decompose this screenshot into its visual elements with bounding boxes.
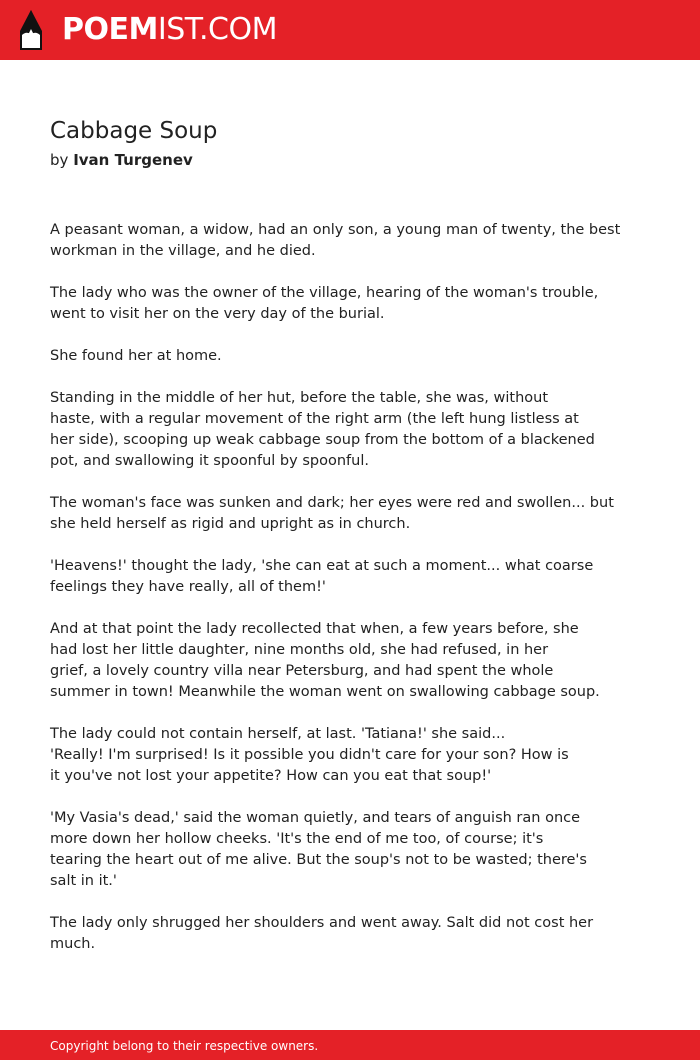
pencil-icon[interactable] <box>17 9 45 51</box>
poem-stanza <box>50 808 610 892</box>
poem-line: The lady who was the owner of the village, hearing of the woman's trouble, <box>50 285 599 301</box>
poem-line: had lost her little daughter, nine months old, she had refused, in her <box>50 642 549 658</box>
site-header <box>0 0 700 60</box>
poem-stanza <box>50 913 610 955</box>
poem-line: pot, and swallowing it spoonful by spoonful. <box>50 453 369 469</box>
poem-line: 'My Vasia's dead,' said the woman quietly, and tears of anguish ran once <box>50 810 581 826</box>
logo-text-bold: POEM <box>62 12 158 47</box>
poem-byline <box>50 150 610 170</box>
poem-author[interactable]: Ivan Turgenev <box>73 151 193 169</box>
poem-line: workman in the village, and he died. <box>50 243 316 259</box>
poem-line: more down her hollow cheeks. 'It's the end of me too, of course; it's <box>50 831 544 847</box>
poem-stanza <box>50 220 621 262</box>
poem-line: much. <box>50 936 96 952</box>
poem-line: The lady only shrugged her shoulders and went away. Salt did not cost her <box>50 915 594 931</box>
poem-line: 'Really! I'm surprised! Is it possible you didn't care for your son? How is <box>50 747 569 763</box>
poem-line: A peasant woman, a widow, had an only son, a young man of twenty, the best <box>50 222 621 238</box>
poem-stanza <box>50 619 610 703</box>
poem-line: Standing in the middle of her hut, before the table, she was, without <box>50 390 549 406</box>
poem-line: haste, with a regular movement of the right arm (the left hung listless at <box>50 411 579 427</box>
poem-line: feelings they have really, all of them!' <box>50 579 326 595</box>
poem-body <box>50 220 621 955</box>
poem-line: She found her at home. <box>50 348 222 364</box>
site-footer <box>0 1030 700 1060</box>
logo-text-light: IST.COM <box>157 12 277 47</box>
poem-stanza <box>50 388 610 472</box>
poem-line: her side), scooping up weak cabbage soup from the bottom of a blackened <box>50 432 595 448</box>
poem-stanza <box>50 556 610 598</box>
poem-stanza <box>50 283 610 325</box>
poem-stanza <box>50 346 610 367</box>
poem-stanza <box>50 493 614 535</box>
poem-stanza <box>50 724 610 787</box>
poem-line: it you've not lost your appetite? How can you eat that soup!' <box>50 768 492 784</box>
poem-line: The woman's face was sunken and dark; her eyes were red and swollen... but <box>50 495 614 511</box>
poem-line: 'Heavens!' thought the lady, 'she can eat at such a moment... what coarse <box>50 558 594 574</box>
poem-content <box>50 112 621 976</box>
poem-line: grief, a lovely country villa near Petersburg, and had spent the whole <box>50 663 554 679</box>
poem-line: went to visit her on the very day of the burial. <box>50 306 385 322</box>
poem-line: tearing the heart out of me alive. But the soup's not to be wasted; there's <box>50 852 587 868</box>
copyright-text: Copyright belong to their respective owners. <box>50 1039 319 1053</box>
poem-line: summer in town! Meanwhile the woman went on swallowing cabbage soup. <box>50 684 600 700</box>
byline-prefix: by <box>50 151 69 169</box>
poem-title: Cabbage Soup <box>50 118 218 144</box>
poem-line: salt in it.' <box>50 873 117 889</box>
poem-line: she held herself as rigid and upright as in church. <box>50 516 411 532</box>
poem-line: The lady could not contain herself, at last. 'Tatiana!' she said... <box>50 726 506 742</box>
site-logo[interactable] <box>62 12 277 48</box>
poem-line: And at that point the lady recollected that when, a few years before, she <box>50 621 579 637</box>
